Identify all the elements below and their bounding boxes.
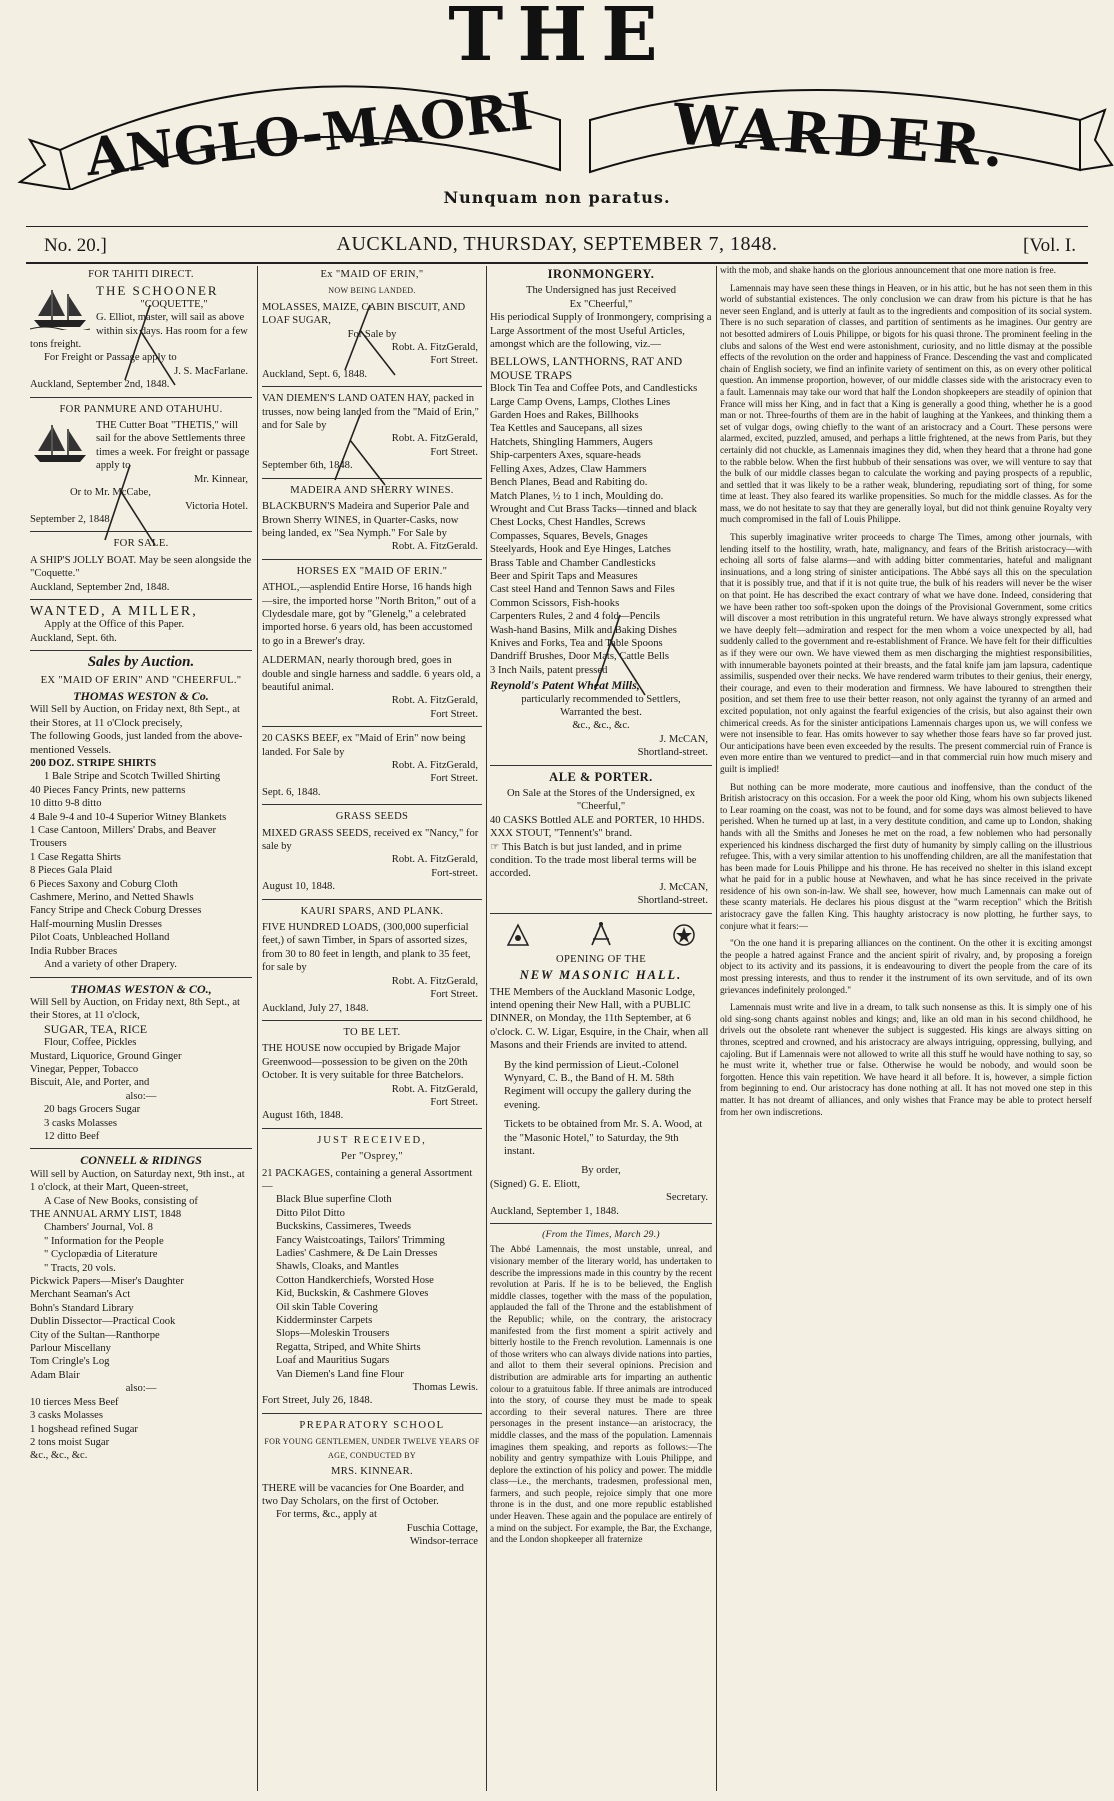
article-paragraph: Lamennais may have seen these things in Heaven, or in his attic, but he has not seen them in this world of substantial existences. The only conclusion we can draw from his picture is that he has never seen England, and is utterly at fault as to the ingredients and composition of its social system. There is no such separation of classes, and partition of sentiments as he imagines. Our gentry are not besotted admirers of Louis Philippe, or bigots for his quasi throne. The prominent feeling in the clubs and salons of the West end were astonishment, curiosity, and no little dismay at the possible effects of the revolution on the order and happiness of France. Descending the vast and complicated chain of English society, we find an infinite variety of sentiment on this, as on every other political question. An immense proportion, however, of our middle classes side with the aristocracy even to a fault. Lamennais may take our word that half the London shopkeepers are steadily of opinion that France will miss her King, and in fact that a King is generally a good thing, whether he is a good man or not. Three-fourths of them are in the habit of laughing at the Yankees, and thinking them a set of vulgar dogs, owing chiefly to the want of an aristocracy and a Court. These persons were alarmed, excited, puzzled, amused, and perhaps a little frightened, at the news from Paris, but they certainly did not chuckle, as Lamennais imagines they did, when they heard that a throne had gone to the rabble below. When the first hubbub of their sensations was over, we will venture to say that the bulk of our middle classes began to calculate the working and paying prospects of a republic, and settled that it was likely to be a rather weak, blundering, repudiating sort of thing, for some time at least. They also feared its warlike propensities. So much for the middle classes. As for the mass, we do not hesitate to say that they are generally loyal, but did not think genuine Royalty very much compromised in the fall of Louis Philippe. xyxy=(720,283,1092,526)
ale-heading: ALE & PORTER. xyxy=(549,769,653,784)
school-heading: PREPARATORY SCHOOL xyxy=(299,1419,445,1431)
issue-bar xyxy=(26,231,1088,261)
reynold-heading: Reynold's Patent Wheat Mills, xyxy=(490,678,640,693)
osprey-heading: JUST RECEIVED, xyxy=(317,1134,427,1146)
madeira-heading: MADEIRA AND SHERRY WINES. xyxy=(290,484,454,496)
article-paragraph: with the mob, and shake hands on the glorious announcement that one more nation is free. xyxy=(720,266,1056,276)
sale-heading: FOR SALE. xyxy=(113,538,169,550)
issue-volume: [Vol. I. xyxy=(1023,235,1076,256)
issue-dateline: AUCKLAND, THURSDAY, SEPTEMBER 7, 1848. xyxy=(336,233,778,255)
ship-icon xyxy=(30,286,90,330)
column-rule xyxy=(486,266,487,1791)
ironmongery-list: BELLOWS, LANTHORNS, RAT AND MOUSE TRAPS Block Tin Tea and Coffee Pots, and Candlesticks Large Camp Ovens, Lamps, Clothes Lines Garden Hoes and Rakes, Billhooks Tea Kettles and Saucepans, all sizes Hatchets, Shingling Hammers, Augers Ship-carpenters Axes, square-heads Felling Axes, Adzes, Claw Hammers Bench Planes, Bead and Rabiting do. Match Planes, ½ to 1 inch, Moulding do. Wrought and Cut Brass Tacks—tinned and black Chest Locks, Chest Handles, Screws Compasses, Squares, Bevels, Gnages Steelyards, Hook and Eye Hinges, Latches Brass Table and Chamber Candlesticks Beer and Spirit Taps and Measures Cast steel Hand and Tennon Saws and Files Common Scissors, Fish-hooks Carpenters Rules, 2 and 4 fold—Pencils Wash-hand Basins, Milk and Baking Dishes Knives and Forks, Tea and Table Spoons Dandriff Brushes, Door Mats, Cattle Bells 3 Inch Nails, patent pressed xyxy=(490,354,698,676)
masthead-art xyxy=(0,0,1114,190)
issue-number: No. 20.] xyxy=(44,235,107,256)
left-banner-tail xyxy=(20,140,70,190)
article-paragraph: "On the one hand it is preparing alliances on the continent. On the other it is exciting amongst the people a hatred against France and the ancient spirit of rivalry, and, by proposing a foreign object to its activity and its passions, it is endeavouring to divert the people from the care of its most pressing interests, and thus to render it the instrument of its own servitude, and of its own grievances indefinitely prolonged." xyxy=(720,939,1092,996)
masonic-heading: NEW MASONIC HALL. xyxy=(519,968,683,983)
weston-heading: THOMAS WESTON & Co. xyxy=(73,688,209,703)
column-1: FOR TAHITI DIRECT. THE SCHOONER "COQUETTE," G. Elliot, master, will sail as above within six days. Has room for a few tons freight. For Freight or Passage apply to J. S. MacFarlane. Auckland, September 2nd, 1848. FOR PANMURE AND OTAHUHU. THE Cutter Boat "THETIS," will sail for the above Settlements three times a week. For freight or passage apply to Mr. Kinnear, Or to Mr. McCabe, Victoria Hotel. September 2, 1848. FOR SALE. A SHIP'S JOLLY BOAT. May be seen alongside the "Coquette." Auckland, September 2nd, 1848. WANTED, A MILLER, Apply at the Office of this Paper. Auckland, Sept. 6th. Sales by Auction. EX "MAID OF ERIN" AND "CHEERFUL." THOMAS WESTON & Co. Will Sell by Auction, on Friday next, 8th Sept., at their Stores, at 11 o'Clock precisely, The following Goods, just landed from the above-mentioned Vessels. 200 DOZ. STRIPE SHIRTS 1 Bale Stripe and Scotch Twilled Shirting 40 Pieces Fancy Prints, new patterns 10 ditto 9-8 ditto 4 Bale 9-4 and 10-4 Superior Witney Blankets 1 Case Cantoon, Millers' Drabs, and Beaver Trousers 1 Case Regatta Shirts 8 Pieces Gala Plaid 6 Pieces Saxony and Coburg Cloth Cashmere, Merino, and Netted Shawls Fancy Stripe and Check Coburg Dresses Half-mourning Muslin Dresses Pilot Coats, Unbleached Holland India Rubber Braces And a variety of other Drapery. THOMAS WESTON & CO., Will Sell by Auction, on Friday next, 8th Sept., at their Stores, at 11 o'clock, SUGAR, TEA, RICE Flour, Coffee, Pickles Mustard, Liquorice, Ground Ginger Vinegar, Pepper, Tobacco Biscuit, Ale, and Porter, and also:— 20 bags Grocers Sugar 3 casks Molasses 12 ditto Beef CONNELL & RIDINGS Will sell by Auction, on Saturday next, 9th inst., at 1 o'clock, at their Mart, Queen-street, A Case of New Books, consisting of THE ANNUAL ARMY LIST, 1848 Chambers' Journal, Vol. 8 " Information for the People " Cyclopædia of Literature " Tracts, 20 vols. Pickwick Papers—Miser's Daughter Merchant Seaman's Act Bohn's Standard Library Dublin Dissector—Practical Cook City of the Sultan—Ranthorpe Parlour Miscellany Tom Cringle's Log Adam Blair also:— 10 tierces Mess Beef 3 casks Molasses 1 hogshead refined Sugar 2 tons moist Sugar &c., &c., &c. xyxy=(30,269,252,1462)
right-banner-tail xyxy=(1080,110,1112,170)
panmure-ad: THE Cutter Boat "THETIS," will sail for the above Settlements three times a week. For freight or passage apply to Mr. Kinnear, Or to Mr. McCabe, Victoria Hotel. September 2, 1848. xyxy=(30,420,250,525)
rule-bottom xyxy=(26,262,1088,264)
article-paragraph: Lamennais must write and live in a dream, to talk such nonsense as this. It is simply one of his old sing-song chants against nobles and kings; and, like an old man in his second childhood, he drivels out the obsolete rant whenever the subject is suggested. His kings are always sitting on thrones, sceptred and crowned, and his aristocracy are always intriguing, oppressing, bullying, and cajoling. But if Lamennais were not allowed to write all this stuff he would have nothing to say, so he must write it, whether true or false. Otherwise he would be nobody, and would soon be forgotten. Hence this vain repetition. We have heard it all before. It is, however, a simple fiction from beginning to end. Our aristocracy has done nothing at all. It has not moved one step in this matter. It has not dreamt of alliances, and only wishes that France may be able to protect herself from her own indiscretions. xyxy=(720,1003,1092,1118)
let-heading: TO BE LET. xyxy=(343,1026,401,1038)
auction-heading: Sales by Auction. xyxy=(87,654,195,671)
masonic-emblem-icon xyxy=(504,921,532,949)
weston-goods: 200 DOZ. STRIPE SHIRTS 1 Bale Stripe and Scotch Twilled Shirting 40 Pieces Fancy Prints, new patterns 10 ditto 9-8 ditto 4 Bale 9-4 and 10-4 Superior Witney Blankets 1 Case Cantoon, Millers' Drabs, and Beaver Trousers 1 Case Regatta Shirts 8 Pieces Gala Plaid 6 Pieces Saxony and Coburg Cloth Cashmere, Merino, and Netted Shawls Fancy Stripe and Check Coburg Dresses Half-mourning Muslin Dresses Pilot Coats, Unbleached Holland India Rubber Braces And a variety of other Drapery. xyxy=(30,758,227,971)
kauri-heading: KAURI SPARS, AND PLANK. xyxy=(300,905,444,917)
column-rule xyxy=(716,266,717,1791)
connell-heading: CONNELL & RIDINGS xyxy=(80,1153,202,1168)
column-2: Ex "MAID OF ERIN," NOW BEING LANDED. MOLASSES, MAIZE, CABIN BISCUIT, AND LOAF SUGAR, For Sale by Robt. A. FitzGerald, Fort Street. Auckland, Sept. 6, 1848. VAN DIEMEN'S LAND OATEN HAY, packed in trusses, now being landed from the "Maid of Erin," and for Sale by Robt. A. FitzGerald, Fort Street. September 6th, 1848. MADEIRA AND SHERRY WINES. BLACKBURN'S Madeira and Superior Pale and Brown Sherry WINES, in Quarter-Casks, now being landed, ex "Sea Nymph." For Sale by Robt. A. FitzGerald. HORSES EX "MAID OF ERIN." ATHOL,—asplendid Entire Horse, 16 hands high—sire, the imported horse "North Briton," out of a Clydesdale mare, got by "Glenelg," a celebrated imported horse. 6 years old, has been accustomed to go in a Brewer's dray. ALDERMAN, nearly thorough bred, goes in double and single harness and saddle. 6 years old, a beautiful animal. Robt. A. FitzGerald, Fort Street. 20 CASKS BEEF, ex "Maid of Erin" now being landed. For Sale by Robt. A. FitzGerald, Fort Street. Sept. 6, 1848. GRASS SEEDS MIXED GRASS SEEDS, received ex "Nancy," for sale by Robt. A. FitzGerald, Fort-street. August 10, 1848. KAURI SPARS, AND PLANK. FIVE HUNDRED LOADS, (300,000 superficial feet,) of sawn Timber, in Spars of assorted sizes, from 30 to 80 feet in length, and plank to 35 feet, for sale by Robt. A. FitzGerald, Fort Street. Auckland, July 27, 1848. TO BE LET. THE HOUSE now occupied by Brigade Major Greenwood—possession to be given on the 20th October. It is very suitable for three Batchelors. Robt. A. FitzGerald, Fort Street. August 16th, 1848. JUST RECEIVED, Per "Osprey," 21 PACKAGES, containing a general Assortment— Black Blue superfine Cloth Ditto Pilot Ditto Buckskins, Cassimeres, Tweeds Fancy Waistcoatings, Tailors' Trimming Ladies' Cashmere, & De Lain Dresses Shawls, Cloaks, and Mantles Cotton Handkerchiefs, Worsted Hose Kid, Buckskin, & Cashmere Gloves Oil skin Table Covering Kidderminster Carpets Slops—Moleskin Trousers Regatta, Striped, and White Shirts Loaf and Mauritius Sugars Van Diemen's Land fine Flour Thomas Lewis. Fort Street, July 26, 1848. PREPARATORY SCHOOL FOR YOUNG GENTLEMEN, UNDER TWELVE YEARS OF AGE, CONDUCTED BY MRS. KINNEAR. THERE will be vacancies for One Boarder, and two Day Scholars, on the first of October. For terms, &c., apply at Fuschia Cottage, Windsor-terrace xyxy=(262,269,481,1548)
tahiti-ad: THE SCHOONER "COQUETTE," G. Elliot, master, will sail as above within six days. Has room for a few tons freight. For Freight or Passage apply to J. S. MacFarlane. Auckland, September 2nd, 1848. xyxy=(30,283,248,391)
column-rule xyxy=(257,266,258,1791)
erin-heading: Ex "MAID OF ERIN," xyxy=(320,269,424,280)
article-paragraph: But nothing can be more moderate, more cautious and inoffensive, than the conduct of the British aristocracy on this occasion. For a week the poor old King, whom his own subjects likened to Lear roaming on the coast, was not to be found, and for some days was almost believed to have perished. When he turned up at last, in a very destitute condition, and came up to London, shaking hands with all the Smiths and Joneses he met on the road, a few noblemen who had personally experienced his kindness discharged the first duty of humanity by simply calling on the illustrious refugee. This, with a very similar attention to his unoffending children, are all the manifestation that has been made for Louis Philippe and his throne. He has received no shelter in this island except what he paid for in a public house at Newhaven, and what he has since received in the private residence of his own son-in-law. We shall see, however, how much Lamennais can make out of these scanty materials. He declares his pious disgust at the "warm reception" which the British aristocracy gave the fallen King. This haughty aristocracy is now plotting, he further says, to conjure what it fears:— xyxy=(720,782,1092,932)
horses-heading: HORSES EX "MAID OF ERIN." xyxy=(296,565,448,577)
masthead-anglo-maori: ANGLO-MAORI xyxy=(83,80,536,189)
masonic-emblems xyxy=(490,919,712,951)
times-article: The Abbé Lamennais, the most unstable, unreal, and visionary member of the literary world, has undertaken to describe the impressions made in this country by the recent revolution at Paris. If he is to be believed, the English middle classes, together with the mass of the population, applauded the fall of the Throne and the establishment of the Republic; while, on the contrary, the aristocracy manifested from the first moment a spirit actively and bitterly hostile to the French revolution. Lamennais is one of those writers who can always divide nations into parties, and allot to them their several opinions. Precision and distribution are admirable arts for imparting an authentic colour to a gratuitous fable. If three animals are introduced into the story, of course they must be made to speak according to their several natures. There are three personages in the present instance—an aristocracy, the middle classes, and the mass of the population. Lamennais imagines them speaking, and reports as follows:—The nobility and gentry sympathize with Louis Philippe, and deplore the extinction of his policy and power. The middle class—i.e., the merchants, tradesmen, professional men, farmers, and such people, rejoice simply that one more throne is in the dust, and one more republic established under Heaven. These again and the populace are entirely of a mind on the subject. For example, the Bar, the Exchange, and the London shopkeeper all fraternize xyxy=(490,1245,712,1546)
compass-square-icon xyxy=(587,921,615,949)
ironmongery-heading: IRONMONGERY. xyxy=(547,267,655,281)
rule-top xyxy=(26,226,1088,227)
beef-ad: 20 CASKS BEEF, ex "Maid of Erin" now being landed. For Sale by xyxy=(262,733,466,758)
grass-heading: GRASS SEEDS xyxy=(335,811,409,823)
masthead xyxy=(0,0,1114,220)
column-3: IRONMONGERY. The Undersigned has just Received Ex "Cheerful," His periodical Supply of Ironmongery, comprising a Large Assortment of the most Useful Articles, amongst which are the following, viz.— BELLOWS, LANTHORNS, RAT AND MOUSE TRAPS Block Tin Tea and Coffee Pots, and Candlesticks Large Camp Ovens, Lamps, Clothes Lines Garden Hoes and Rakes, Billhooks Tea Kettles and Saucepans, all sizes Hatchets, Shingling Hammers, Augers Ship-carpenters Axes, square-heads Felling Axes, Adzes, Claw Hammers Bench Planes, Bead and Rabiting do. Match Planes, ½ to 1 inch, Moulding do. Wrought and Cut Brass Tacks—tinned and black Chest Locks, Chest Handles, Screws Compasses, Squares, Bevels, Gnages Steelyards, Hook and Eye Hinges, Latches Brass Table and Chamber Candlesticks Beer and Spirit Taps and Measures Cast steel Hand and Tennon Saws and Files Common Scissors, Fish-hooks Carpenters Rules, 2 and 4 fold—Pencils Wash-hand Basins, Milk and Baking Dishes Knives and Forks, Tea and Table Spoons Dandriff Brushes, Door Mats, Cattle Bells 3 Inch Nails, patent pressed Reynold's Patent Wheat Mills, particularly recommended to Settlers, Warranted the best. &c., &c., &c. J. McCAN, Shortland-street. ALE & PORTER. On Sale at the Stores of the Undersigned, ex "Cheerful," 40 CASKS Bottled ALE and PORTER, 10 HHDS. XXX STOUT, "Tennent's" brand. ☞ This Batch is but just landed, and in prime condition. To the trade most liberal terms will be accorded. J. McCAN, Shortland-street. OPENING OF THE NEW MASONIC HALL. THE Members of the Auckland Masonic Lodge, intend opening their New Hall, with a PUBLIC DINNER, on Monday, the 11th September, at 6 o'clock. C. W. Ligar, Esquire, in the Chair, when all Masons and their Friends are invited to attend. By the kind permission of Lieut.-Colonel Wynyard, C. B., the Band of H. M. 58th Regiment will occupy the gallery during the evening. Tickets to be obtained from Mr. S. A. Wood, at the "Masonic Hotel," to Saturday, the 9th instant. By order, (Signed) G. E. Eliott, Secretary. Auckland, September 1, 1848. (From the Times, March 29.) The Abbé Lamennais, the most unstable, unreal, and visionary member of the literary world, has undertaken to describe the impressions made in this country by the recent revolution at Paris. If he is to be believed, the English middle classes, together with the mass of the population, applauded the fall of the Throne and the establishment of the Republic; while, on the contrary, the aristocracy manifested from the first moment a spirit actively and bitterly hostile to the French revolution. Lamennais is one of those writers who can always divide nations into parties, and allot to them their several opinions. Precision and distribution are admirable arts for imparting an authentic colour to a gratuitous fable. If three animals are introduced into the story, of course they must be made to speak according to their several natures. There are three personages in the present instance—an aristocracy, the middle classes, and the mass of the population. Lamennais imagines them speaking, and reports as follows:—The nobility and gentry sympathize with Louis Philippe, and deplore the extinction of his policy and power. The middle class—i.e., the merchants, tradesmen, professional men, farmers, and such people, rejoice simply that one more throne is in the dust, and one more republic established under Heaven. These again and the populace are entirely of a mind on the subject. For example, the Bar, the Exchange, and the London shopkeeper all fraternize xyxy=(490,267,712,1546)
weston2-heading: THOMAS WESTON & CO., xyxy=(70,981,212,996)
masthead-the: THE xyxy=(448,0,672,78)
wanted-ad: WANTED, A MILLER, xyxy=(30,603,198,619)
masthead-warder: WARDER. xyxy=(671,91,1010,181)
motto: Nunquam non paratus. xyxy=(443,188,671,207)
panmure-heading: FOR PANMURE AND OTAHUHU. xyxy=(59,403,223,415)
ship-icon xyxy=(30,421,90,465)
times-heading: (From the Times, March 29.) xyxy=(542,1230,660,1240)
column-4 xyxy=(720,266,1092,1791)
tahiti-heading: FOR TAHITI DIRECT. xyxy=(88,269,194,280)
article-paragraph: This superbly imaginative writer proceeds to charge The Times, among other journals, with lending itself to the hostility, wrath, hate, malignancy, and fears of the British aristocracy—with echoing all sorts of false alarms—and with adding bitter commentaries, hateful and malignant insinuations, and a long string of sinister anticipations. The Abbé says all this on the speculation that it is possibly true, and that if it is not quite true, the bulk of his readers will never be the wiser on that point. He has described the exact contrary of what we have done. Indeed, considering that we have been rather too soft-spoken upon the doings of the Provisional Government, some critics will discover a most retribution in this ungrateful return. We have always strongly expressed what we have deeply felt—admiration and respect for the men whom a voice unexpected by all, had suddenly called to the government and re-establishment of France. We have felt for their difficulties as if they were our own. We have viewed them as men discharging the mightiest responsibilities, with innumerable bayonets pointed at their breasts, and the fatal knife jam jam lapsura, cadentique assimilis, suspended over their necks. We have rendered warm tributes to their genius, their energy, their courage, and even to their moderation and firmness. We have laboured to strengthen their position, and set them free to use their better reason, not only against the tyranny of an armed and excited population, not only against the fearful exigencies of the crisis, but also against their own chimerical creeds. As for the sinister anticipations Lamennais charges upon us, we will confess we were not insensible to fear. Has omits however to say whether those fears have so far proved just. Our anticipations have been even exceeded by the results. The present commercial ruin of France is even more entire than we ventured to predict—and in that commercial ruin how much misery and guilt is implied! xyxy=(720,533,1092,775)
oaten-hay-ad: VAN DIEMEN'S LAND OATEN HAY, packed in trusses, now being landed from the "Maid of Erin," and for Sale by xyxy=(262,393,479,432)
star-moon-icon xyxy=(670,921,698,949)
